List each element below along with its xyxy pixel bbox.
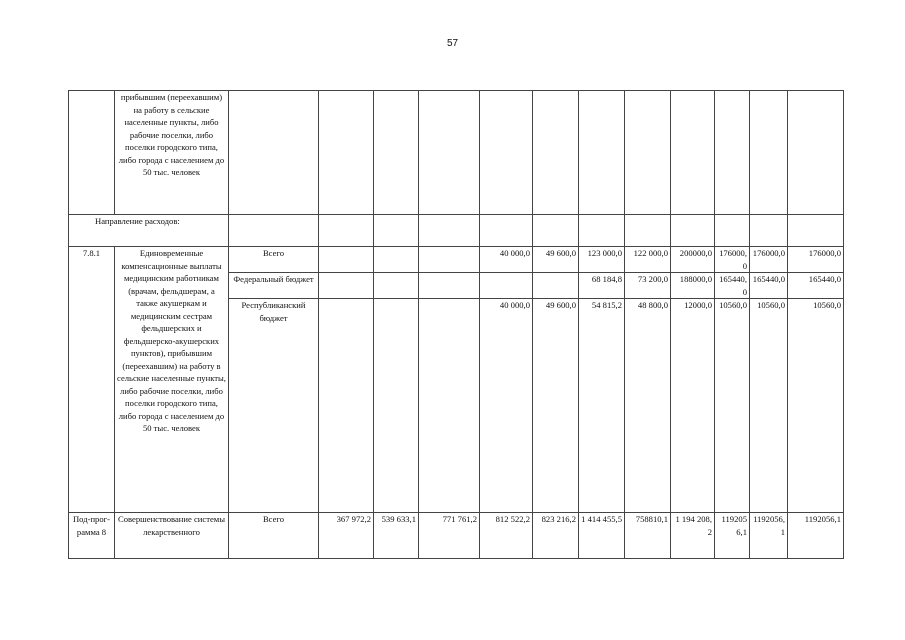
value-cell: 771 761,2: [419, 513, 480, 559]
value-cell: 176000,0: [715, 247, 750, 273]
funding-source: Всего: [229, 513, 319, 559]
measure-name-cell: прибывшим (переехавшим) на работу в сельские населенные пункты, либо рабочие поселки, либо поселки городского типа, либо города с населением до 50 тыс. человек: [115, 91, 229, 215]
value-cell: 68 184,8: [579, 273, 625, 299]
value-cell: [419, 247, 480, 273]
value-cell: 54 815,2: [579, 299, 625, 513]
value-cell: [419, 299, 480, 513]
value-cell: 758810,1: [625, 513, 671, 559]
value-cell: 123 000,0: [579, 247, 625, 273]
value-cell: 539 633,1: [374, 513, 419, 559]
value-cell: 73 200,0: [625, 273, 671, 299]
value-cell: 1 414 455,5: [579, 513, 625, 559]
value-cell: [533, 273, 579, 299]
value-cell: [319, 247, 374, 273]
value-cell: [374, 299, 419, 513]
value-cell: 1192056,1: [788, 513, 844, 559]
value-cell: [480, 273, 533, 299]
value-cell: 165440,0: [715, 273, 750, 299]
value-cell: 176000,0: [788, 247, 844, 273]
subprogram-name: Совершенствование системы лекарственного: [115, 513, 229, 559]
value-cell: [419, 273, 480, 299]
subprogram-code: Под-прог-рамма 8: [69, 513, 115, 559]
value-cell: 823 216,2: [533, 513, 579, 559]
value-cell: 48 800,0: [625, 299, 671, 513]
value-cell: 1 194 208,2: [671, 513, 715, 559]
table-row: [69, 247, 844, 273]
value-cell: 10560,0: [750, 299, 788, 513]
value-cell: 10560,0: [788, 299, 844, 513]
table-row: [69, 215, 844, 247]
value-cell: 165440,0: [750, 273, 788, 299]
funding-source: Всего: [229, 247, 319, 273]
table-row: [69, 91, 844, 215]
value-cell: 10560,0: [715, 299, 750, 513]
value-cell: 367 972,2: [319, 513, 374, 559]
value-cell: [319, 273, 374, 299]
value-cell: 40 000,0: [480, 247, 533, 273]
direction-label: Направление расходов:: [69, 215, 229, 247]
value-cell: 122 000,0: [625, 247, 671, 273]
value-cell: 49 600,0: [533, 247, 579, 273]
value-cell: [374, 247, 419, 273]
table-row: [69, 513, 844, 559]
value-cell: 1192056,1: [750, 513, 788, 559]
value-cell: [319, 299, 374, 513]
value-cell: 12000,0: [671, 299, 715, 513]
value-cell: 176000,0: [750, 247, 788, 273]
item-name: Единовременные компенсационные выплаты медицинским работникам (врачам, фельдшерам, а также акушеркам и медицинским сестрам фельдшерских и фельдшерско-акушерских пунктов), прибывшим (переехавшим) на работу в сельские населенные пункты, либо рабочие поселки, либо поселки городского типа, либо города с населением до 50 тыс. человек: [115, 247, 229, 513]
page-number: 57: [446, 38, 459, 49]
code-cell: [69, 91, 115, 215]
value-cell: 40 000,0: [480, 299, 533, 513]
funding-source: Федеральный бюджет: [229, 273, 319, 299]
value-cell: 200000,0: [671, 247, 715, 273]
value-cell: [374, 273, 419, 299]
item-code: 7.8.1: [69, 247, 115, 513]
funding-source: Республиканский бюджет: [229, 299, 319, 513]
budget-table: [68, 90, 844, 559]
value-cell: 1192056,1: [715, 513, 750, 559]
value-cell: 49 600,0: [533, 299, 579, 513]
value-cell: 165440,0: [788, 273, 844, 299]
value-cell: 188000,0: [671, 273, 715, 299]
value-cell: 812 522,2: [480, 513, 533, 559]
